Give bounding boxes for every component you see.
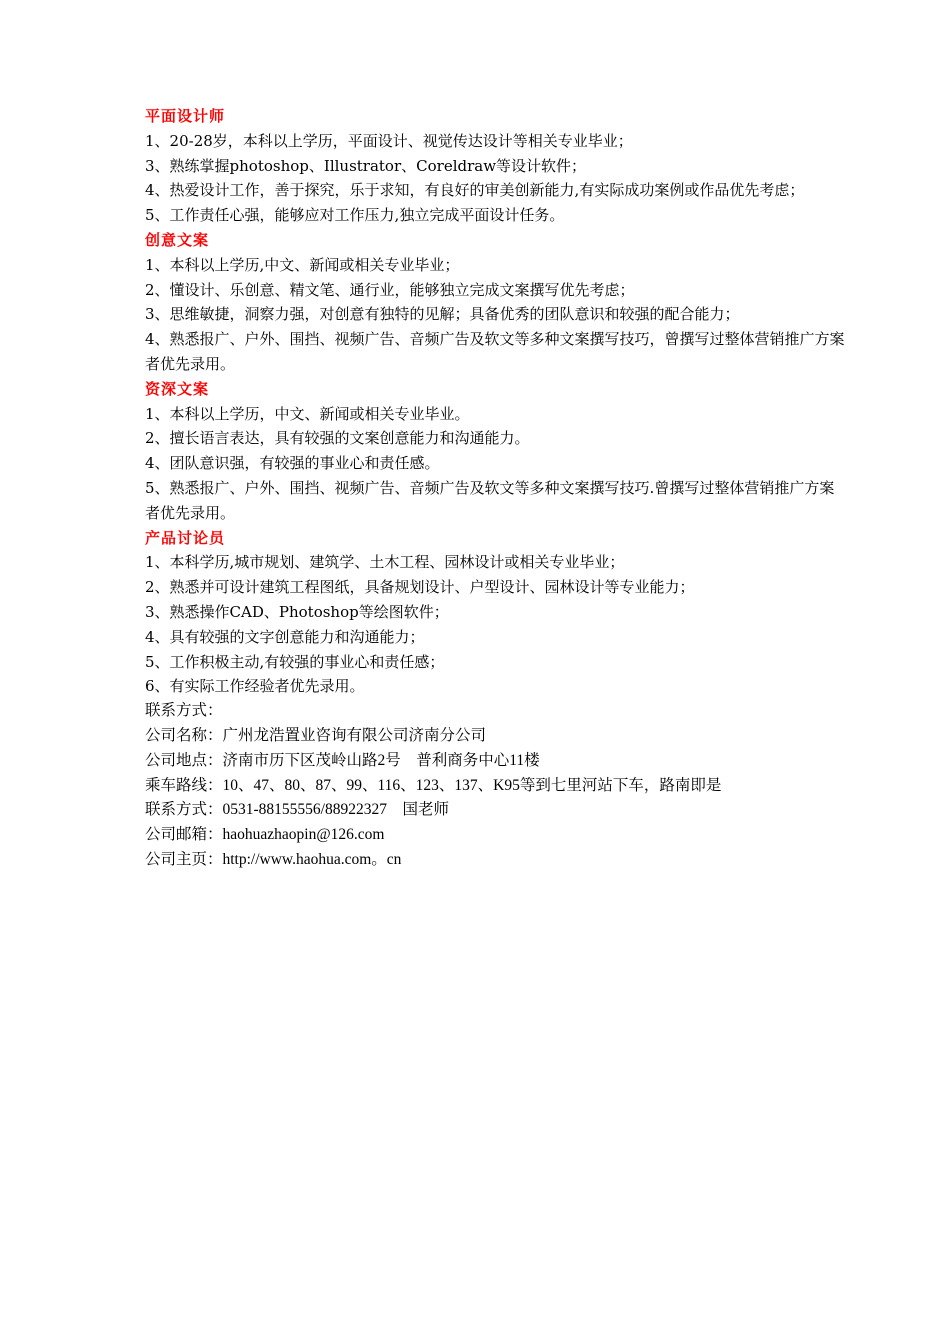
section-creative-copywriter: [145, 228, 845, 377]
requirement-item: 1、本科以上学历，中文、新闻或相关专业毕业。: [145, 404, 470, 423]
company-address: 公司地点：济南市历下区茂岭山路2号 普利商务中心11楼: [145, 751, 540, 769]
requirement-item: 3、思维敏捷，洞察力强，对创意有独特的见解；具备优秀的团队意识和较强的配合能力；: [145, 305, 740, 324]
requirement-item: 5、工作积极主动,有较强的事业心和责任感；: [145, 652, 445, 671]
requirement-item: 6、有实际工作经验者优先录用。: [145, 677, 365, 696]
section-product-discussant: [145, 526, 845, 700]
contact-phone: 联系方式：0531-88155556/88922327 国老师: [145, 801, 449, 819]
requirement-item: 4、热爱设计工作，善于探究，乐于求知，有良好的审美创新能力,有实际成功案例或作品优先考虑；: [145, 181, 805, 200]
requirement-item: 3、熟练掌握photoshop、Illustrator、Coreldraw等设计软件；: [145, 156, 587, 175]
requirement-item: 3、熟悉操作CAD、Photoshop等绘图软件；: [145, 602, 449, 621]
requirement-item: 4、具有较强的文字创意能力和沟通能力；: [145, 627, 425, 646]
requirement-item: 1、20-28岁，本科以上学历，平面设计、视觉传达设计等相关专业毕业；: [145, 131, 633, 150]
section-title: 资深文案: [145, 379, 210, 398]
section-title: 平面设计师: [145, 107, 226, 125]
requirement-item: 5、熟悉报广、户外、围挡、视频广告、音频广告及软文等多种文案撰写技巧.曾撰写过整体营销推广方案者优先录用。: [145, 478, 835, 522]
requirement-item: 1、本科学历,城市规划、建筑学、土木工程、园林设计或相关专业毕业；: [145, 553, 625, 572]
requirement-item: 4、熟悉报广、户外、围挡、视频广告、音频广告及软文等多种文案撰写技巧，曾撰写过整体营销推广方案者优先录用。: [145, 330, 845, 373]
requirement-item: 1、本科以上学历,中文、新闻或相关专业毕业；: [145, 255, 460, 274]
company-name: 公司名称：广州龙浩置业咨询有限公司济南分公司: [145, 726, 487, 744]
requirement-item: 2、擅长语言表达，具有较强的文案创意能力和沟通能力。: [145, 429, 530, 448]
bus-route: 乘车路线：10、47、80、87、99、116、123、137、K95等到七里河站下车，路南即是: [145, 776, 722, 794]
company-website: 公司主页：http://www.haohua.com。cn: [145, 850, 402, 868]
contact-info: [145, 699, 845, 873]
requirement-item: 4、团队意识强，有较强的事业心和责任感。: [145, 454, 440, 473]
section-title: 创意文案: [145, 230, 210, 249]
section-senior-copywriter: [145, 377, 845, 526]
company-email: 公司邮箱：haohuazhaopin@126.com: [145, 826, 385, 844]
requirement-item: 2、熟悉并可设计建筑工程图纸，具备规划设计、户型设计、园林设计等专业能力；: [145, 578, 695, 597]
section-graphic-designer: [145, 104, 845, 228]
requirement-item: 2、懂设计、乐创意、精文笔、通行业，能够独立完成文案撰写优先考虑；: [145, 280, 635, 299]
job-posting-document: [145, 104, 845, 873]
contact-heading: 联系方式：: [145, 702, 223, 720]
requirement-item: 5、工作责任心强，能够应对工作压力,独立完成平面设计任务。: [145, 206, 565, 225]
section-title: 产品讨论员: [145, 528, 226, 547]
